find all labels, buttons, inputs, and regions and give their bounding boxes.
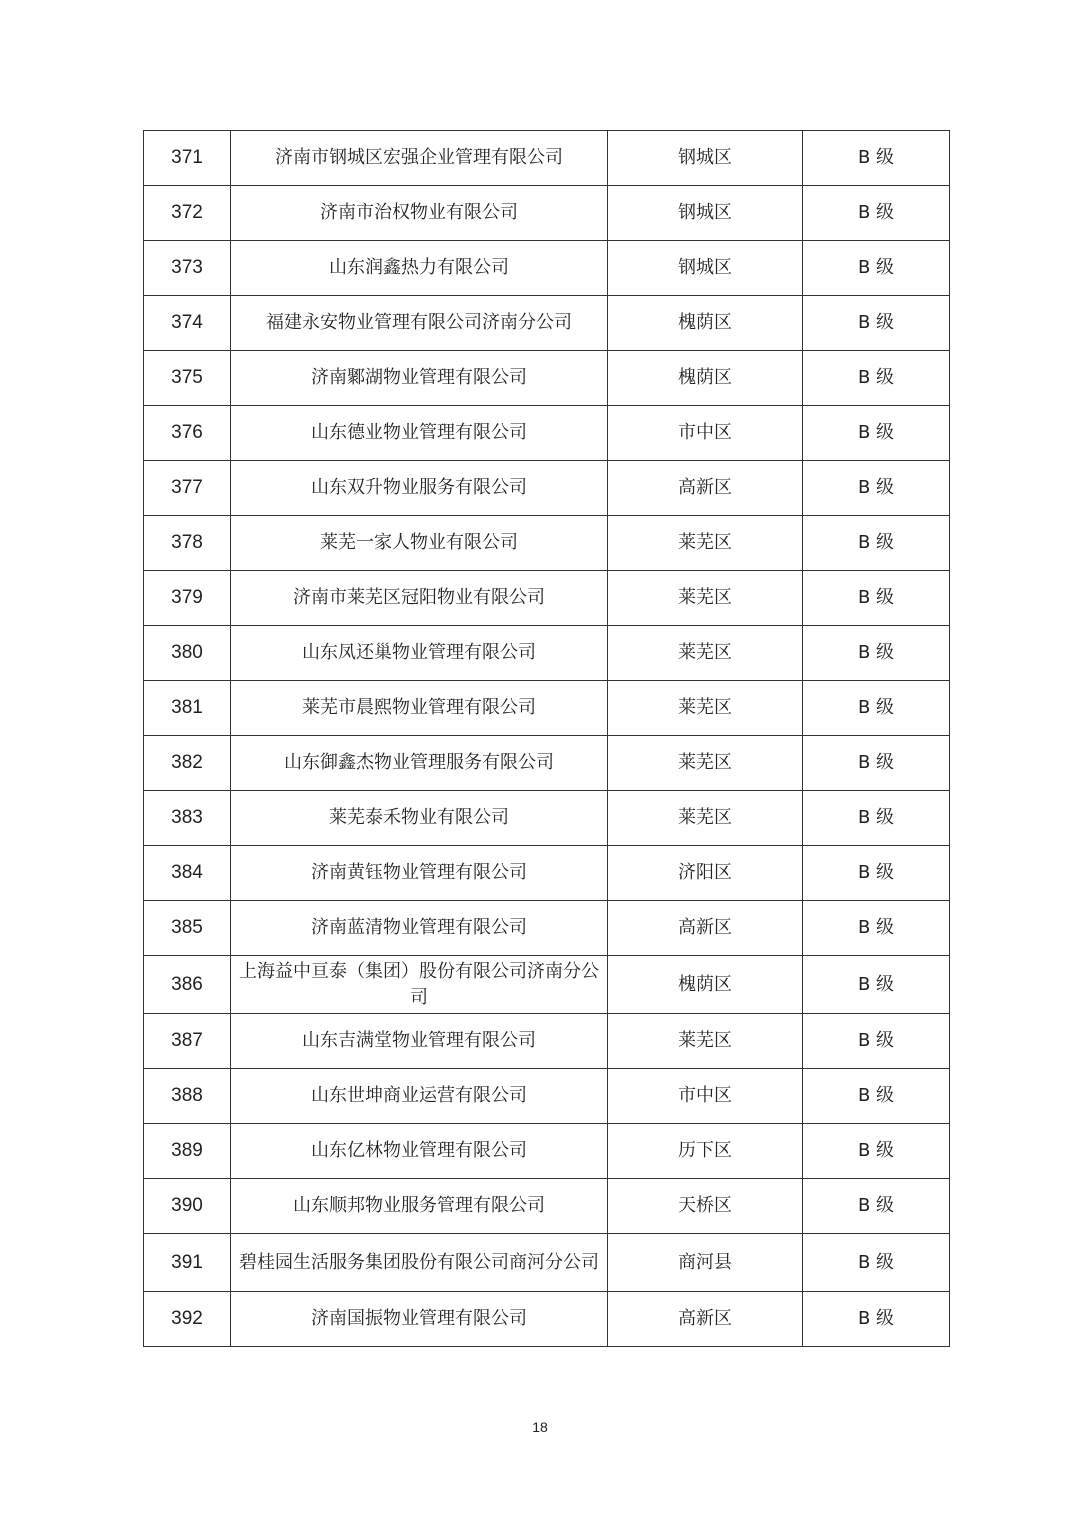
district: 莱芜区 (608, 1014, 803, 1069)
row-number: 385 (144, 901, 231, 956)
company-name: 山东亿林物业管理有限公司 (231, 1124, 608, 1179)
table-row (144, 1069, 950, 1124)
table-row (144, 1234, 950, 1292)
district: 历下区 (608, 1124, 803, 1179)
table-row (144, 351, 950, 406)
company-name: 山东润鑫热力有限公司 (231, 241, 608, 296)
row-number: 375 (144, 351, 231, 406)
row-number: 381 (144, 681, 231, 736)
company-name: 济南市莱芜区冠阳物业有限公司 (231, 571, 608, 626)
district: 莱芜区 (608, 681, 803, 736)
row-number: 371 (144, 131, 231, 186)
row-number: 390 (144, 1179, 231, 1234)
grade: B 级 (803, 956, 950, 1014)
row-number: 384 (144, 846, 231, 901)
company-name: 济南鄹湖物业管理有限公司 (231, 351, 608, 406)
row-number: 382 (144, 736, 231, 791)
grade: B 级 (803, 1292, 950, 1347)
company-name: 济南国振物业管理有限公司 (231, 1292, 608, 1347)
company-name: 济南蓝清物业管理有限公司 (231, 901, 608, 956)
grade: B 级 (803, 791, 950, 846)
table-row (144, 1179, 950, 1234)
district: 莱芜区 (608, 626, 803, 681)
table-row (144, 1292, 950, 1347)
row-number: 383 (144, 791, 231, 846)
district: 钢城区 (608, 241, 803, 296)
company-name: 山东德业物业管理有限公司 (231, 406, 608, 461)
company-name: 济南市治权物业有限公司 (231, 186, 608, 241)
table-row (144, 131, 950, 186)
district: 高新区 (608, 901, 803, 956)
grade: B 级 (803, 351, 950, 406)
district: 高新区 (608, 1292, 803, 1347)
grade: B 级 (803, 1069, 950, 1124)
row-number: 372 (144, 186, 231, 241)
company-name: 山东世坤商业运营有限公司 (231, 1069, 608, 1124)
row-number: 389 (144, 1124, 231, 1179)
company-name: 济南黄钰物业管理有限公司 (231, 846, 608, 901)
district: 市中区 (608, 406, 803, 461)
grade: B 级 (803, 461, 950, 516)
table-row (144, 791, 950, 846)
grade: B 级 (803, 681, 950, 736)
row-number: 386 (144, 956, 231, 1014)
row-number: 373 (144, 241, 231, 296)
row-number: 377 (144, 461, 231, 516)
company-name: 福建永安物业管理有限公司济南分公司 (231, 296, 608, 351)
grade: B 级 (803, 571, 950, 626)
table-row (144, 626, 950, 681)
row-number: 380 (144, 626, 231, 681)
company-name: 山东顺邦物业服务管理有限公司 (231, 1179, 608, 1234)
grade: B 级 (803, 901, 950, 956)
company-name: 莱芜泰禾物业有限公司 (231, 791, 608, 846)
grade: B 级 (803, 241, 950, 296)
table-row (144, 736, 950, 791)
grade: B 级 (803, 1124, 950, 1179)
row-number: 388 (144, 1069, 231, 1124)
row-number: 376 (144, 406, 231, 461)
district: 槐荫区 (608, 351, 803, 406)
district: 市中区 (608, 1069, 803, 1124)
table-row (144, 406, 950, 461)
table-row (144, 241, 950, 296)
table-row (144, 296, 950, 351)
grade: B 级 (803, 846, 950, 901)
company-name: 山东吉满堂物业管理有限公司 (231, 1014, 608, 1069)
company-name: 莱芜一家人物业有限公司 (231, 516, 608, 571)
row-number: 378 (144, 516, 231, 571)
district: 莱芜区 (608, 571, 803, 626)
district: 商河县 (608, 1234, 803, 1292)
grade: B 级 (803, 296, 950, 351)
company-name: 山东凤还巢物业管理有限公司 (231, 626, 608, 681)
district: 高新区 (608, 461, 803, 516)
company-name: 济南市钢城区宏强企业管理有限公司 (231, 131, 608, 186)
district: 槐荫区 (608, 956, 803, 1014)
table-row (144, 681, 950, 736)
company-name: 山东双升物业服务有限公司 (231, 461, 608, 516)
row-number: 379 (144, 571, 231, 626)
company-name: 上海益中亘泰（集团）股份有限公司济南分公司 (231, 956, 608, 1014)
table-row (144, 901, 950, 956)
grade: B 级 (803, 1014, 950, 1069)
company-name: 莱芜市晨熙物业管理有限公司 (231, 681, 608, 736)
table-row (144, 1124, 950, 1179)
grade: B 级 (803, 1234, 950, 1292)
district: 莱芜区 (608, 736, 803, 791)
table-row (144, 571, 950, 626)
table-row (144, 846, 950, 901)
grade: B 级 (803, 406, 950, 461)
table-row (144, 956, 950, 1014)
row-number: 387 (144, 1014, 231, 1069)
district: 钢城区 (608, 186, 803, 241)
table-row (144, 461, 950, 516)
district: 钢城区 (608, 131, 803, 186)
grade: B 级 (803, 1179, 950, 1234)
row-number: 392 (144, 1292, 231, 1347)
company-rating-table (143, 130, 950, 1347)
district: 济阳区 (608, 846, 803, 901)
row-number: 391 (144, 1234, 231, 1292)
page-number: 18 (532, 1419, 548, 1435)
grade: B 级 (803, 516, 950, 571)
row-number: 374 (144, 296, 231, 351)
company-name: 山东御鑫杰物业管理服务有限公司 (231, 736, 608, 791)
grade: B 级 (803, 736, 950, 791)
grade: B 级 (803, 186, 950, 241)
company-name: 碧桂园生活服务集团股份有限公司商河分公司 (231, 1234, 608, 1292)
district: 莱芜区 (608, 516, 803, 571)
grade: B 级 (803, 131, 950, 186)
district: 槐荫区 (608, 296, 803, 351)
district: 天桥区 (608, 1179, 803, 1234)
district: 莱芜区 (608, 791, 803, 846)
table-row (144, 186, 950, 241)
table-row (144, 1014, 950, 1069)
grade: B 级 (803, 626, 950, 681)
table-row (144, 516, 950, 571)
